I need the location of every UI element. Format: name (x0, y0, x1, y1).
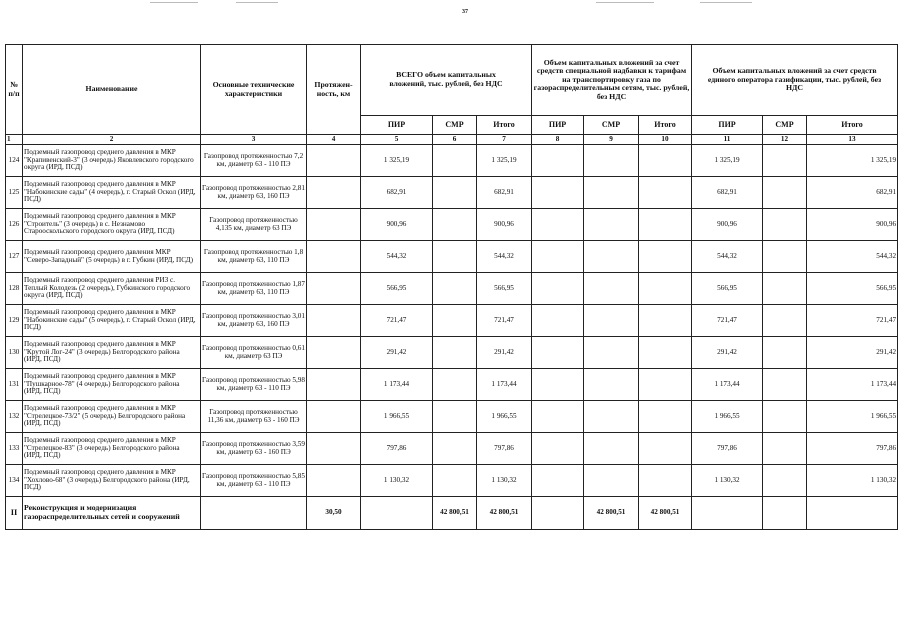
operator-pir: 1 173,44 (692, 369, 763, 401)
column-number: 12 (763, 135, 807, 145)
table-row (6, 177, 898, 209)
row-name: Подземный газопровод среднего давления в МКР "Строитель" (3 очередь) в с. Незнамово Старооскольского городского округа (ИРД, ПСД) (23, 209, 201, 241)
special-total (639, 465, 692, 497)
row-number: 126 (6, 209, 23, 241)
special-total (639, 177, 692, 209)
row-number: 130 (6, 337, 23, 369)
total-sum: 900,96 (477, 209, 532, 241)
column-number: 6 (433, 135, 477, 145)
total-smr (433, 433, 477, 465)
table-row (6, 433, 898, 465)
row-spec: Газопровод протяженностью 7,2 км, диаметр 63 - 110 ПЭ (201, 145, 307, 177)
row-length (307, 465, 361, 497)
column-number: 13 (807, 135, 898, 145)
operator-smr (763, 401, 807, 433)
row-number: 124 (6, 145, 23, 177)
page-number: 37 (462, 9, 468, 15)
section-row-name: Реконструкция и модернизация газораспределительных сетей и сооружений (23, 497, 201, 530)
row-spec: Газопровод протяженностью 11,36 км, диаметр 63 - 160 ПЭ (201, 401, 307, 433)
header-spec: Основные технические характеристики (201, 45, 307, 135)
special-pir (532, 305, 584, 337)
total-pir: 1 325,19 (361, 145, 433, 177)
row-spec: Газопровод протяженностью 3,01 км, диаметр 63, 160 ПЭ (201, 305, 307, 337)
operator-total: 291,42 (807, 337, 898, 369)
special-smr (584, 337, 639, 369)
special-smr (584, 369, 639, 401)
header-group-operator: Объем капитальных вложений за счет средств единого оператора газификации, тыс. рублей, без НДС (692, 45, 898, 116)
operator-total: 797,86 (807, 433, 898, 465)
special-pir (532, 337, 584, 369)
total-smr (433, 369, 477, 401)
row-spec: Газопровод протяженностью 3,59 км, диаметр 63 - 160 ПЭ (201, 433, 307, 465)
operator-smr (763, 209, 807, 241)
row-name: Подземный газопровод среднего давления в МКР "Хохлово-68" (3 очередь) Белгородского района (ИРД, ПСД) (23, 465, 201, 497)
scan-edge-line (596, 2, 654, 3)
header-group-total: ВСЕГО объем капитальных вложений, тыс. рублей, без НДС (361, 45, 532, 116)
column-number: 7 (477, 135, 532, 145)
operator-smr (763, 305, 807, 337)
special-pir (532, 177, 584, 209)
total-smr (433, 209, 477, 241)
subheader-smr: СМР (584, 116, 639, 135)
total-pir: 1 130,32 (361, 465, 433, 497)
row-number: 132 (6, 401, 23, 433)
special-total (639, 145, 692, 177)
operator-smr (763, 369, 807, 401)
operator-total: 544,32 (807, 241, 898, 273)
subheader-smr: СМР (433, 116, 477, 135)
total-pir: 291,42 (361, 337, 433, 369)
operator-total: 1 966,55 (807, 401, 898, 433)
subheader-pir: ПИР (532, 116, 584, 135)
section-operator-total (807, 497, 898, 530)
special-total (639, 369, 692, 401)
row-length (307, 273, 361, 305)
total-pir: 900,96 (361, 209, 433, 241)
column-number: 1 (6, 135, 23, 145)
total-smr (433, 273, 477, 305)
total-sum: 721,47 (477, 305, 532, 337)
row-number: 128 (6, 273, 23, 305)
investment-table (5, 44, 898, 530)
row-spec: Газопровод протяженностью 0,61 км, диаметр 63 ПЭ (201, 337, 307, 369)
column-number: 10 (639, 135, 692, 145)
total-sum: 1 325,19 (477, 145, 532, 177)
header-row (6, 45, 898, 116)
total-sum: 1 173,44 (477, 369, 532, 401)
row-name: Подземный газопровод среднего давления в МКР "Крутой Лог-24" (3 очередь) Белгородского района (ИРД, ПСД) (23, 337, 201, 369)
section-total-smr: 42 800,51 (433, 497, 477, 530)
special-smr (584, 305, 639, 337)
table-row (6, 241, 898, 273)
row-length (307, 433, 361, 465)
special-total (639, 401, 692, 433)
header-name: Наименование (23, 45, 201, 135)
table-row (6, 273, 898, 305)
total-smr (433, 337, 477, 369)
total-smr (433, 177, 477, 209)
row-number: 125 (6, 177, 23, 209)
section-row-spec (201, 497, 307, 530)
special-pir (532, 273, 584, 305)
section-special-smr: 42 800,51 (584, 497, 639, 530)
special-smr (584, 465, 639, 497)
subheader-pir: ПИР (361, 116, 433, 135)
column-number: 4 (307, 135, 361, 145)
special-pir (532, 241, 584, 273)
row-number: 129 (6, 305, 23, 337)
special-smr (584, 241, 639, 273)
row-length (307, 369, 361, 401)
section-row-number: II (6, 497, 23, 530)
operator-pir: 900,96 (692, 209, 763, 241)
operator-pir: 566,95 (692, 273, 763, 305)
section-operator-smr (763, 497, 807, 530)
row-length (307, 241, 361, 273)
total-pir: 566,95 (361, 273, 433, 305)
operator-smr (763, 465, 807, 497)
row-length (307, 209, 361, 241)
scan-edge-line (236, 2, 278, 3)
total-smr (433, 305, 477, 337)
special-total (639, 209, 692, 241)
special-smr (584, 209, 639, 241)
scan-edge-line (700, 2, 752, 3)
column-number: 3 (201, 135, 307, 145)
operator-smr (763, 337, 807, 369)
table-row (6, 369, 898, 401)
table-row (6, 465, 898, 497)
section-row-length: 30,50 (307, 497, 361, 530)
operator-total: 682,91 (807, 177, 898, 209)
total-pir: 721,47 (361, 305, 433, 337)
header-num: № п/п (6, 45, 23, 135)
table-row (6, 145, 898, 177)
table-row (6, 305, 898, 337)
row-name: Подземный газопровод среднего давления в МКР "Пушкарное-78" (4 очередь) Белгородского района (ИРД, ПСД) (23, 369, 201, 401)
column-number-row (6, 135, 898, 145)
total-pir: 544,32 (361, 241, 433, 273)
row-name: Подземный газопровод среднего давления в МКР "Стрелецкое-83" (3 очередь) Белгородского района (ИРД, ПСД) (23, 433, 201, 465)
subheader-pir: ПИР (692, 116, 763, 135)
operator-pir: 721,47 (692, 305, 763, 337)
total-sum: 1 966,55 (477, 401, 532, 433)
row-length (307, 305, 361, 337)
section-operator-pir (692, 497, 763, 530)
row-number: 133 (6, 433, 23, 465)
operator-smr (763, 433, 807, 465)
row-spec: Газопровод протяженностью 1,87 км, диаметр 63, 110 ПЭ (201, 273, 307, 305)
table-row (6, 337, 898, 369)
operator-pir: 1 130,32 (692, 465, 763, 497)
total-sum: 797,86 (477, 433, 532, 465)
column-number: 5 (361, 135, 433, 145)
subheader-total: Итого (639, 116, 692, 135)
special-pir (532, 209, 584, 241)
special-pir (532, 369, 584, 401)
operator-total: 900,96 (807, 209, 898, 241)
section-total-pir (361, 497, 433, 530)
column-number: 8 (532, 135, 584, 145)
total-sum: 544,32 (477, 241, 532, 273)
total-pir: 1 173,44 (361, 369, 433, 401)
total-smr (433, 241, 477, 273)
section-row (6, 497, 898, 530)
operator-smr (763, 177, 807, 209)
special-smr (584, 273, 639, 305)
operator-total: 1 325,19 (807, 145, 898, 177)
total-pir: 682,91 (361, 177, 433, 209)
special-total (639, 305, 692, 337)
column-number: 2 (23, 135, 201, 145)
table-row (6, 401, 898, 433)
row-name: Подземный газопровод среднего давления МКР "Северо-Западный" (5 очередь) в г. Губкин (ИРД, ПСД) (23, 241, 201, 273)
row-name: Подземный газопровод среднего давления в МКР "Набокинские сады" (5 очередь), г. Старый Оскол (ИРД, ПСД) (23, 305, 201, 337)
row-number: 131 (6, 369, 23, 401)
special-pir (532, 465, 584, 497)
operator-smr (763, 273, 807, 305)
section-special-pir (532, 497, 584, 530)
operator-pir: 682,91 (692, 177, 763, 209)
total-sum: 566,95 (477, 273, 532, 305)
operator-pir: 1 966,55 (692, 401, 763, 433)
special-smr (584, 401, 639, 433)
operator-total: 1 130,32 (807, 465, 898, 497)
row-name: Подземный газопровод среднего давления в МКР "Стрелецкое-73/2" (5 очередь) Белгородского района (ИРД, ПСД) (23, 401, 201, 433)
special-total (639, 337, 692, 369)
special-smr (584, 145, 639, 177)
special-pir (532, 145, 584, 177)
row-length (307, 337, 361, 369)
row-number: 134 (6, 465, 23, 497)
row-spec: Газопровод протяженностью 5,85 км, диаметр 63 - 110 ПЭ (201, 465, 307, 497)
row-spec: Газопровод протяженностью 4,135 км, диаметр 63 ПЭ (201, 209, 307, 241)
column-number: 9 (584, 135, 639, 145)
total-pir: 797,86 (361, 433, 433, 465)
special-smr (584, 433, 639, 465)
row-spec: Газопровод протяженностью 2,81 км, диаметр 63, 160 ПЭ (201, 177, 307, 209)
subheader-total: Итого (807, 116, 898, 135)
total-smr (433, 465, 477, 497)
operator-pir: 797,86 (692, 433, 763, 465)
special-total (639, 273, 692, 305)
special-pir (532, 433, 584, 465)
operator-smr (763, 145, 807, 177)
subheader-smr: СМР (763, 116, 807, 135)
row-spec: Газопровод протяженностью 5,98 км, диаметр 63 - 110 ПЭ (201, 369, 307, 401)
row-number: 127 (6, 241, 23, 273)
special-total (639, 241, 692, 273)
operator-pir: 291,42 (692, 337, 763, 369)
header-length: Протяжен- ность, км (307, 45, 361, 135)
row-length (307, 401, 361, 433)
row-name: Подземный газопровод среднего давления в МКР "Крапивенский-3" (3 очередь) Яковлевского городского округа (ИРД, ПСД) (23, 145, 201, 177)
section-special-total: 42 800,51 (639, 497, 692, 530)
row-length (307, 145, 361, 177)
special-smr (584, 177, 639, 209)
section-total-sum: 42 800,51 (477, 497, 532, 530)
row-spec: Газопровод протяженностью 1,8 км, диаметр 63, 110 ПЭ (201, 241, 307, 273)
row-name: Подземный газопровод среднего давления в МКР "Набокинские сады" (4 очередь), г. Старый Оскол (ИРД, ПСД) (23, 177, 201, 209)
operator-pir: 1 325,19 (692, 145, 763, 177)
total-sum: 682,91 (477, 177, 532, 209)
special-pir (532, 401, 584, 433)
header-group-special: Объем капитальных вложений за счет средств специальной надбавки к тарифам на транспортировку газа по газораспределительным сетям, тыс. рублей, без НДС (532, 45, 692, 116)
subheader-total: Итого (477, 116, 532, 135)
total-smr (433, 145, 477, 177)
operator-pir: 544,32 (692, 241, 763, 273)
special-total (639, 433, 692, 465)
scan-edge-line (150, 2, 198, 3)
total-smr (433, 401, 477, 433)
operator-smr (763, 241, 807, 273)
total-pir: 1 966,55 (361, 401, 433, 433)
column-number: 11 (692, 135, 763, 145)
total-sum: 1 130,32 (477, 465, 532, 497)
operator-total: 566,95 (807, 273, 898, 305)
operator-total: 1 173,44 (807, 369, 898, 401)
operator-total: 721,47 (807, 305, 898, 337)
table-row (6, 209, 898, 241)
total-sum: 291,42 (477, 337, 532, 369)
row-name: Подземный газопровод среднего давления РИЗ с. Теплый Колодезь (2 очередь), Губкинского городского округа (ИРД, ПСД) (23, 273, 201, 305)
row-length (307, 177, 361, 209)
